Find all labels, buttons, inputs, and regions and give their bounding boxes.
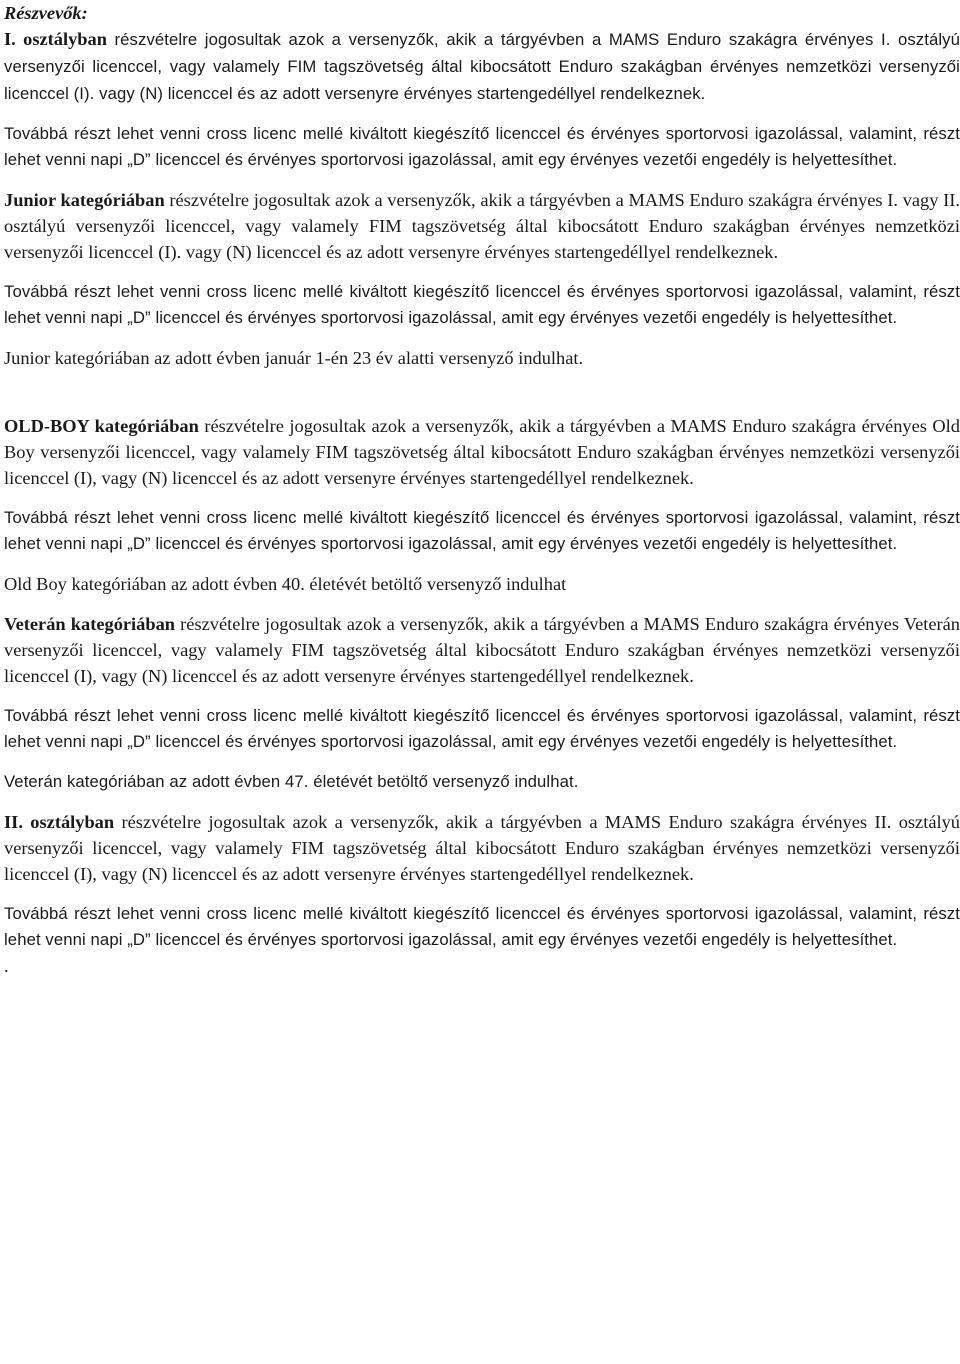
old-boy-body: részvételre jogosultak azok a versenyzők, akik a tárgyévben a MAMS Enduro szakágra érvényes Old Boy versenyzői licenccel, vagy valamely FIM tagszövetség által kibocsátott Enduro szakágban érvényes nemzetközi versenyzői licenccel (I), vagy (N) licenccel és az adott versenyre érvényes startengedéllyel rendelkeznek. bbox=[4, 416, 960, 488]
class-2-paragraph bbox=[4, 809, 960, 887]
document-page bbox=[4, 0, 960, 979]
veteran-lead: Veterán kategóriában bbox=[4, 614, 176, 634]
class-2-body: részvételre jogosultak azok a versenyzők, akik a tárgyévben a MAMS Enduro szakágra érvényes II. osztályú versenyzői licenccel, vagy valamely FIM tagszövetség által kibocsátott Enduro szakágban érvényes nemzetközi versenyzői licenccel (I), vagy (N) licenccel és az adott versenyre érvényes startengedéllyel rendelkeznek. bbox=[4, 812, 960, 884]
veteran-cross-paragraph: Továbbá részt lehet venni cross licenc mellé kiváltott kiegészítő licenccel és érvényes sportorvosi igazolással, valamint, részt lehet venni napi „D” licenccel és érvényes sportorvosi igazolással, amit egy érvényes vezetői engedély is helyettesíthet. bbox=[4, 706, 960, 751]
class-1-paragraph bbox=[4, 26, 960, 107]
junior-paragraph bbox=[4, 187, 960, 265]
junior-cross-paragraph: Továbbá részt lehet venni cross licenc mellé kiváltott kiegészítő licenccel és érvényes sportorvosi igazolással, valamint, részt lehet venni napi „D” licenccel és érvényes sportorvosi igazolással, amit egy érvényes vezetői engedély is helyettesíthet. bbox=[4, 282, 960, 327]
section-heading: Részvevők: bbox=[4, 3, 88, 23]
class-2-lead: II. osztályban bbox=[4, 812, 115, 832]
class-1-lead: I. osztályban bbox=[4, 29, 107, 49]
veteran-age-note: Veterán kategóriában az adott évben 47. életévét betöltő versenyző indulhat. bbox=[4, 772, 579, 791]
class-1-body: részvételre jogosultak azok a versenyzők, akik a tárgyévben a MAMS Enduro szakágra érvényes I. osztályú versenyzői licenccel, vagy valamely FIM tagszövetség által kibocsátott Enduro szakágban érvényes nemzetközi versenyzői licenccel (I). vagy (N) licenccel és az adott versenyre érvényes startengedéllyel rendelkeznek. bbox=[4, 30, 960, 103]
veteran-paragraph bbox=[4, 611, 960, 689]
junior-lead: Junior kategóriában bbox=[4, 190, 165, 210]
class-2-cross-paragraph: Továbbá részt lehet venni cross licenc mellé kiváltott kiegészítő licenccel és érvényes sportorvosi igazolással, valamint, részt lehet venni napi „D” licenccel és érvényes sportorvosi igazolással, amit egy érvényes vezetői engedély is helyettesíthet. bbox=[4, 904, 960, 949]
old-boy-cross-paragraph: Továbbá részt lehet venni cross licenc mellé kiváltott kiegészítő licenccel és érvényes sportorvosi igazolással, valamint, részt lehet venni napi „D” licenccel és érvényes sportorvosi igazolással, amit egy érvényes vezetői engedély is helyettesíthet. bbox=[4, 508, 960, 553]
junior-body: részvételre jogosultak azok a versenyzők, akik a tárgyévben a MAMS Enduro szakágra érvényes I. vagy II. osztályú versenyzői licenccel, vagy valamely FIM tagszövetség által kibocsátott Enduro szakágban érvényes nemzetközi versenyzői licenccel (I). vagy (N) licenccel és az adott versenyre érvényes startengedéllyel rendelkeznek. bbox=[4, 190, 960, 262]
veteran-body: részvételre jogosultak azok a versenyzők, akik a tárgyévben a MAMS Enduro szakágra érvényes Veterán versenyzői licenccel, vagy valamely FIM tagszövetség által kibocsátott Enduro szakágban érvényes nemzetközi versenyzői licenccel (I), vagy (N) licenccel és az adott versenyre érvényes startengedéllyel rendelkeznek. bbox=[4, 614, 960, 686]
junior-age-note: Junior kategóriában az adott évben január 1-én 23 év alatti versenyző indulhat. bbox=[4, 348, 584, 368]
old-boy-lead: OLD-BOY kategóriában bbox=[4, 416, 199, 436]
trailing-period: . bbox=[4, 956, 9, 976]
old-boy-age-note: Old Boy kategóriában az adott évben 40. életévét betöltő versenyző indulhat bbox=[4, 574, 567, 594]
old-boy-paragraph bbox=[4, 413, 960, 491]
class-1-cross-paragraph: Továbbá részt lehet venni cross licenc mellé kiváltott kiegészítő licenccel és érvényes sportorvosi igazolással, valamint, részt lehet venni napi „D” licenccel és érvényes sportorvosi igazolással, amit egy érvényes vezetői engedély is helyettesíthet. bbox=[4, 124, 960, 169]
